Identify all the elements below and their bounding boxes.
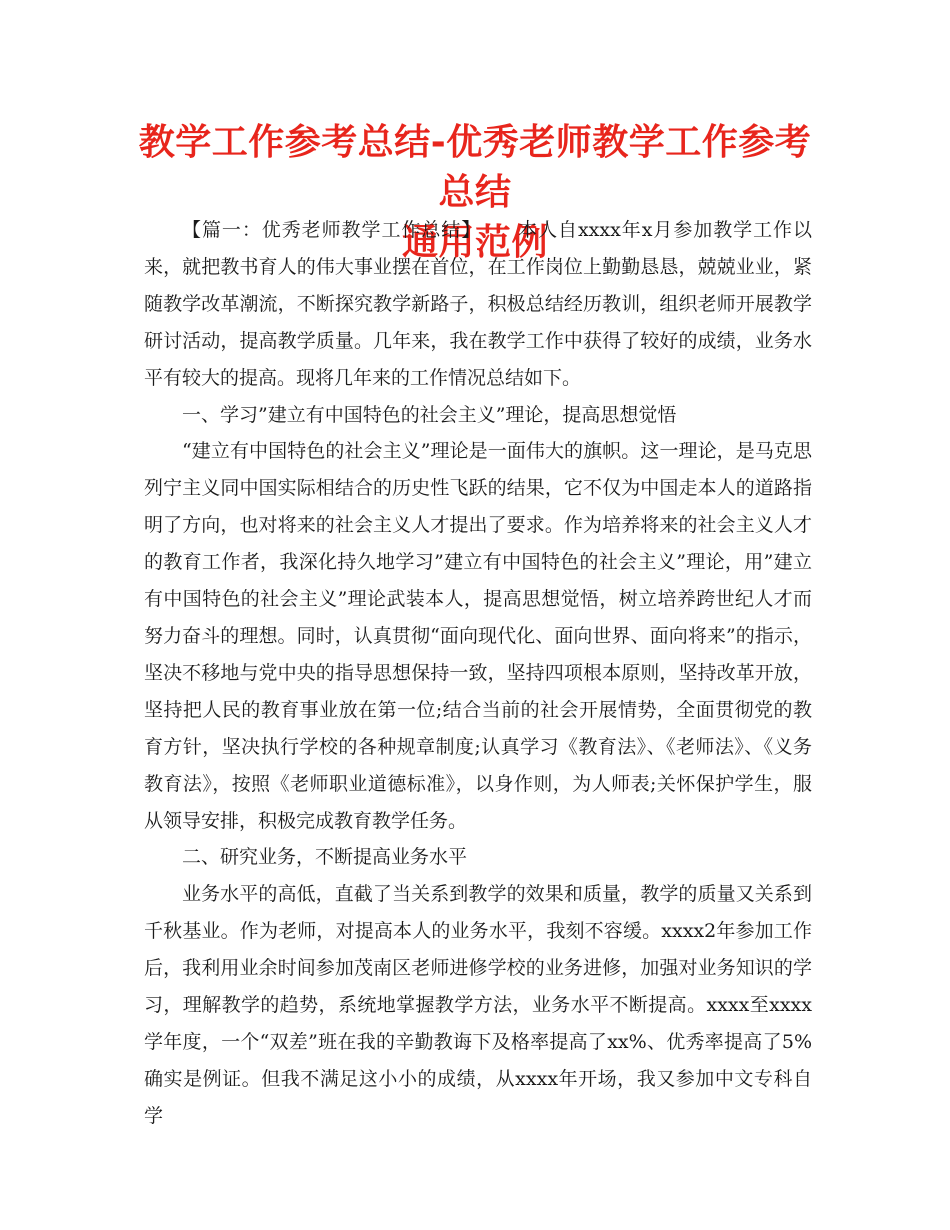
title-line-2: 通用范例: [401, 222, 548, 263]
section-2-paragraph: 业务水平的高低，直截了当关系到教学的效果和质量，教学的质量又关系到千秋基业。作为老师，对提高本人的业务水平，我刻不容缓。xxxx2年参加工作后，我利用业余时间参加茂南区老师进修学校的业务进修，加强对业务知识的学习，理解教学的趋势，系统地掌握教学方法，业务水平不断提高。xxxx至xxxx学年度，一个“双差”班在我的辛勤教诲下及格率提高了xx%、优秀率提高了5%确实是例证。但我不满足这小小的成绩，从xxxx年开场，我又参加中文专科自学: [144, 883, 812, 1127]
section-1-heading: 一、学习”建立有中国特色的社会主义”理论，提高思想觉悟: [182, 403, 677, 426]
intro-paragraph: [144, 212, 812, 397]
intro-text: 本人自xxxx年x月参加教学工作以来，就把教书育人的伟大事业摆在首位，在工作岗位上勤勤恳恳，兢兢业业，紧随教学改革潮流，不断探究教学新路子，积极总结经历教训，组织老师开展教学研讨活动，提高教学质量。几年来，我在教学工作中获得了较好的成绩，业务水平有较大的提高。现将几年来的工作情况总结如下。: [144, 219, 812, 389]
title-line-1: 教学工作参考总结-优秀老师教学工作参考总结: [138, 122, 812, 213]
intro-label: 【篇一：优秀老师教学工作总结】: [182, 219, 482, 241]
section-2-heading: 二、研究业务，不断提高业务水平: [182, 846, 468, 869]
section-1-paragraph: “建立有中国特色的社会主义”理论是一面伟大的旗帜。这一理论，是马克思列宁主义同中国实际相结合的历史性飞跃的结果，它不仅为中国走本人的道路指明了方向，也对将来的社会主义人才提出了要求。作为培养将来的社会主义人才的教育工作者，我深化持久地学习”建立有中国特色的社会主义”理论，用”建立有中国特色的社会主义”理论武装本人，提高思想觉悟，树立培养跨世纪人才而努力奋斗的理想。同时，认真贯彻“面向现代化、面向世界、面向将来”的指示，坚决不移地与党中央的指导思想保持一致，坚持四项根本原则，坚持改革开放，坚持把人民的教育事业放在第一位;结合当前的社会开展情势，全面贯彻党的教育方针，坚决执行学校的各种规章制度;认真学习《教育法》、《老师法》、《义务教育法》，按照《老师职业道德标准》，以身作则，为人师表;关怀保护学生，服从领导安排，积极完成教育教学任务。: [144, 440, 812, 832]
document-body: [144, 212, 812, 1135]
